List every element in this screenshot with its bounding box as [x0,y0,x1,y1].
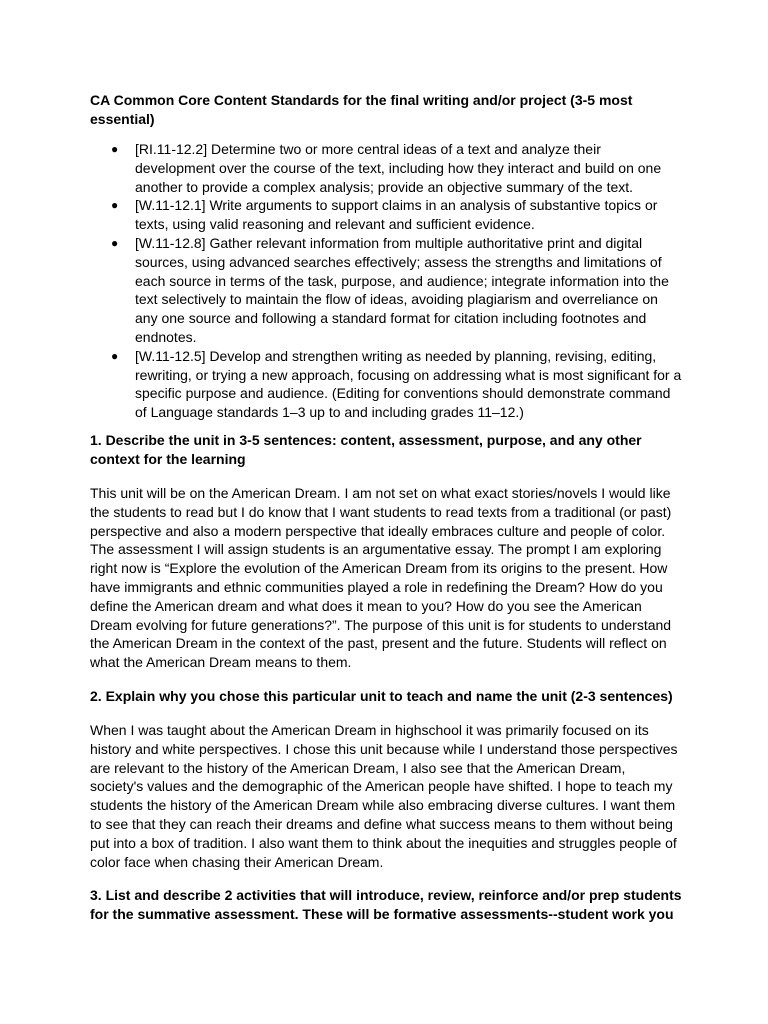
question-2-heading: 2. Explain why you chose this particular unit to teach and name the unit (2-3 sentences) [90,687,673,704]
document-title: CA Common Core Content Standards for the final writing and/or project (3-5 most essential) [90,92,633,127]
standard-text: [W.11-12.1] Write arguments to support claims in an analysis of substantive topics or texts, using valid reasoning and relevant and sufficient evidence. [135,197,658,233]
document-page [90,91,682,924]
question-1-heading: 1. Describe the unit in 3-5 sentences: content, assessment, purpose, and any other context for the learning [90,431,642,467]
bullet-icon: ● [111,198,119,213]
list-item [90,196,682,234]
question-1-answer: This unit will be on the American Dream. I am not set on what exact stories/novels I would like the students to read but I do know that I want students to read texts from a traditional (or past) perspective and also a modern perspective that ideally embraces culture and people of color. The assessment I will assign students is an argumentative essay. The prompt I am exploring right now is “Explore the evolution of the American Dream from its origins to the present. How have immigrants and ethnic communities played a role in redefining the Dream? How do you define the American dream and what does it mean to you? How do you see the American Dream evolving for future generations?”. The purpose of this unit is for students to understand the American Dream in the context of the past, present and the future. Students will reflect on what the American Dream means to them. [90,484,672,671]
question-3-heading: 3. List and describe 2 activities that will introduce, review, reinforce and/or prep students for the summative assessment. These will be formative assessments--student work you [90,887,682,923]
list-item [90,347,682,422]
bullet-icon: ● [111,235,119,250]
bullet-icon: ● [111,348,119,363]
bullet-icon: ● [111,142,119,156]
standards-list [90,140,682,422]
list-item [90,140,682,196]
list-item [90,234,682,347]
standard-text: [W.11-12.5] Develop and strengthen writing as needed by planning, revising, editing, rewriting, or trying a new approach, focusing on addressing what is most significant for a specific purpose and audience. (Editing for conventions should demonstrate command of Language standards 1–3 up to and including grades 11–12.) [135,347,682,421]
standard-text: [RI.11-12.2] Determine two or more central ideas of a text and analyze their development over the course of the text, including how they interact and build on one another to provide a complex analysis; provide an objective summary of the text. [135,141,662,195]
question-2-answer: When I was taught about the American Dream in highschool it was primarily focused on its history and white perspectives. I chose this unit because while I understand those perspectives are relevant to the history of the American Dream, I also see that the American Dream, society's values and the demographic of the American people have shifted. I hope to teach my students the history of the American Dream while also embracing diverse cultures. I want them to see that they can reach their dreams and define what success means to them without being put into a box of tradition. I also want them to think about the inequities and struggles people of color face when chasing their American Dream. [90,721,678,870]
standard-text: [W.11-12.8] Gather relevant information from multiple authoritative print and digital sources, using advanced searches effectively; assess the strengths and limitations of each source in terms of the task, purpose, and audience; integrate information into the text selectively to maintain the flow of ideas, avoiding plagiarism and overreliance on any one source and following a standard format for citation including footnotes and endnotes. [135,234,669,345]
